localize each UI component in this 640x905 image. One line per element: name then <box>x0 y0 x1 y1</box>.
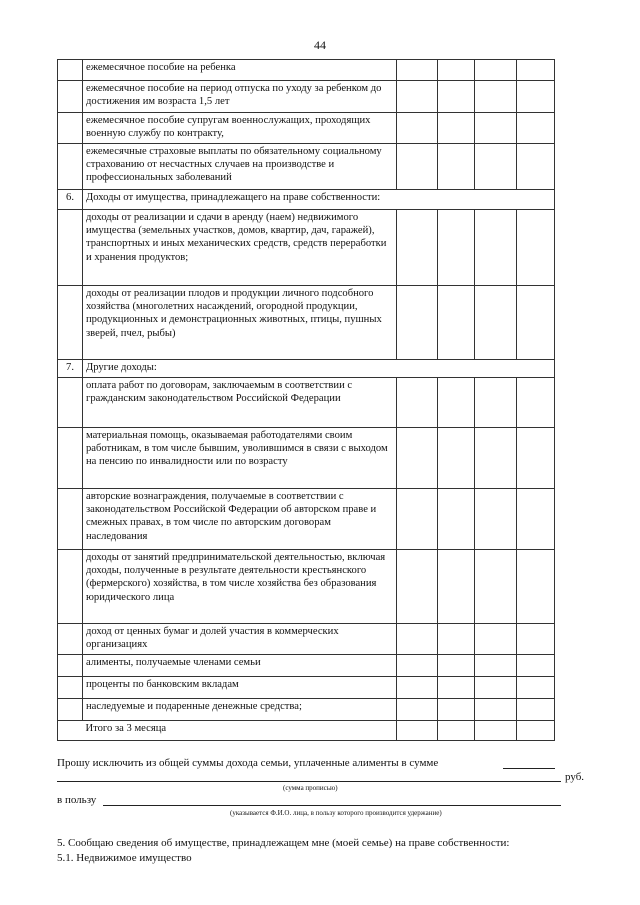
page-number: 44 <box>314 38 326 52</box>
value-cell[interactable] <box>475 210 517 286</box>
table-row <box>58 113 555 144</box>
row-label: ежемесячное пособие на период отпуска по уходу за ребенком до достижения им возраста 1,5 лет <box>83 81 397 113</box>
value-cell[interactable] <box>517 428 555 489</box>
value-cell[interactable] <box>475 550 517 624</box>
table-row <box>58 144 555 190</box>
table-row <box>58 60 555 81</box>
income-table <box>57 59 555 741</box>
row-label: авторские вознаграждения, получаемые в соответствии с законодательством Российской Федерации об авторском праве и смежных правах, в том числе по авторским договорам наследования <box>83 489 397 550</box>
value-cell[interactable] <box>438 677 475 699</box>
row-label: оплата работ по договорам, заключаемым в соответствии с гражданским законодательством Российской Федерации <box>83 378 397 428</box>
section-header-row <box>58 360 555 378</box>
value-cell[interactable] <box>475 378 517 428</box>
value-cell[interactable] <box>397 655 438 677</box>
value-cell[interactable] <box>517 144 555 190</box>
value-cell[interactable] <box>438 81 475 113</box>
value-cell[interactable] <box>397 550 438 624</box>
value-cell[interactable] <box>438 550 475 624</box>
row-label: наследуемые и подаренные денежные средства; <box>83 699 397 721</box>
table-row <box>58 655 555 677</box>
row-label: доходы от занятий предпринимательской деятельностью, включая доходы, полученные в результате деятельности крестьянского (фермерского) хозяйства, в том числе хозяйства без образования юридического лица <box>83 550 397 624</box>
table-row <box>58 489 555 550</box>
sum-words-caption: (сумма прописью) <box>283 784 338 792</box>
table-row <box>58 699 555 721</box>
value-cell[interactable] <box>397 144 438 190</box>
table-row <box>58 378 555 428</box>
value-cell[interactable] <box>397 60 438 81</box>
value-cell[interactable] <box>475 113 517 144</box>
value-cell[interactable] <box>475 81 517 113</box>
value-cell[interactable] <box>517 210 555 286</box>
property-subheading: 5.1. Недвижимое имущество <box>57 852 192 864</box>
total-cell[interactable] <box>475 721 517 741</box>
value-cell[interactable] <box>517 286 555 360</box>
value-cell[interactable] <box>475 624 517 655</box>
value-cell[interactable] <box>438 428 475 489</box>
value-cell[interactable] <box>438 286 475 360</box>
value-cell[interactable] <box>517 113 555 144</box>
section-number: 7. <box>58 360 83 378</box>
table-row <box>58 428 555 489</box>
row-label: материальная помощь, оказываемая работодателями своим работникам, в том числе бывшим, уволившимся в связи с выходом на пенсию по инвалидности или по возрасту <box>83 428 397 489</box>
table-row <box>58 550 555 624</box>
row-label: доход от ценных бумаг и долей участия в коммерческих организациях <box>83 624 397 655</box>
currency-label: руб. <box>565 771 585 783</box>
total-label: Итого за 3 месяца <box>83 721 397 741</box>
beneficiary-label: в пользу <box>57 794 97 806</box>
value-cell[interactable] <box>475 489 517 550</box>
total-cell[interactable] <box>517 721 555 741</box>
value-cell[interactable] <box>438 144 475 190</box>
value-cell[interactable] <box>397 624 438 655</box>
value-cell[interactable] <box>517 489 555 550</box>
row-label: алименты, получаемые членами семьи <box>83 655 397 677</box>
table-row <box>58 210 555 286</box>
table-row <box>58 677 555 699</box>
row-label: ежемесячное пособие на ребенка <box>83 60 397 81</box>
value-cell[interactable] <box>397 113 438 144</box>
value-cell[interactable] <box>397 699 438 721</box>
value-cell[interactable] <box>438 60 475 81</box>
alimony-sum-line[interactable] <box>503 768 555 769</box>
value-cell[interactable] <box>475 286 517 360</box>
value-cell[interactable] <box>517 550 555 624</box>
value-cell[interactable] <box>475 655 517 677</box>
value-cell[interactable] <box>438 489 475 550</box>
value-cell[interactable] <box>475 677 517 699</box>
total-cell[interactable] <box>438 721 475 741</box>
value-cell[interactable] <box>397 81 438 113</box>
value-cell[interactable] <box>517 699 555 721</box>
row-label: ежемесячные страховые выплаты по обязательному социальному страхованию от несчастных случаев на производстве и профессиональных заболеваний <box>83 144 397 190</box>
value-cell[interactable] <box>397 210 438 286</box>
value-cell[interactable] <box>397 286 438 360</box>
value-cell[interactable] <box>475 60 517 81</box>
value-cell[interactable] <box>517 624 555 655</box>
value-cell[interactable] <box>438 699 475 721</box>
row-label: ежемесячное пособие супругам военнослужащих, проходящих военную службу по контракту, <box>83 113 397 144</box>
sum-words-line[interactable] <box>57 781 561 782</box>
property-heading: 5. Сообщаю сведения об имуществе, принадлежащем мне (моей семье) на праве собственности: <box>57 837 510 849</box>
section-title: Доходы от имущества, принадлежащего на праве собственности: <box>83 190 555 210</box>
row-label: доходы от реализации и сдачи в аренду (наем) недвижимого имущества (земельных участков, домов, квартир, дач, гаражей), транспортных и иных механических средств, средств переработки и хранения продуктов; <box>83 210 397 286</box>
value-cell[interactable] <box>475 428 517 489</box>
beneficiary-caption: (указывается Ф.И.О. лица, в пользу которого производится удержание) <box>230 809 442 817</box>
section-number: 6. <box>58 190 83 210</box>
income-table-body <box>58 60 555 741</box>
value-cell[interactable] <box>517 655 555 677</box>
value-cell[interactable] <box>397 378 438 428</box>
row-label: доходы от реализации плодов и продукции личного подсобного хозяйства (многолетних насаждений, огородной продукции, продукционных и демонстрационных животных, птицы, пушных зверей, пчел, рыбы) <box>83 286 397 360</box>
value-cell[interactable] <box>397 428 438 489</box>
table-row <box>58 624 555 655</box>
value-cell[interactable] <box>438 655 475 677</box>
value-cell[interactable] <box>517 378 555 428</box>
row-label: проценты по банковским вкладам <box>83 677 397 699</box>
alimony-text: Прошу исключить из общей суммы дохода семьи, уплаченные алименты в сумме <box>57 757 439 769</box>
section-header-row <box>58 190 555 210</box>
value-cell[interactable] <box>397 677 438 699</box>
section-title: Другие доходы: <box>83 360 555 378</box>
value-cell[interactable] <box>475 699 517 721</box>
value-cell[interactable] <box>475 144 517 190</box>
value-cell[interactable] <box>517 60 555 81</box>
value-cell[interactable] <box>438 624 475 655</box>
beneficiary-line[interactable] <box>103 805 561 806</box>
value-cell[interactable] <box>438 113 475 144</box>
value-cell[interactable] <box>438 210 475 286</box>
total-row <box>58 721 555 741</box>
value-cell[interactable] <box>438 378 475 428</box>
value-cell[interactable] <box>397 489 438 550</box>
value-cell[interactable] <box>517 81 555 113</box>
table-row <box>58 286 555 360</box>
total-cell[interactable] <box>397 721 438 741</box>
value-cell[interactable] <box>517 677 555 699</box>
table-row <box>58 81 555 113</box>
